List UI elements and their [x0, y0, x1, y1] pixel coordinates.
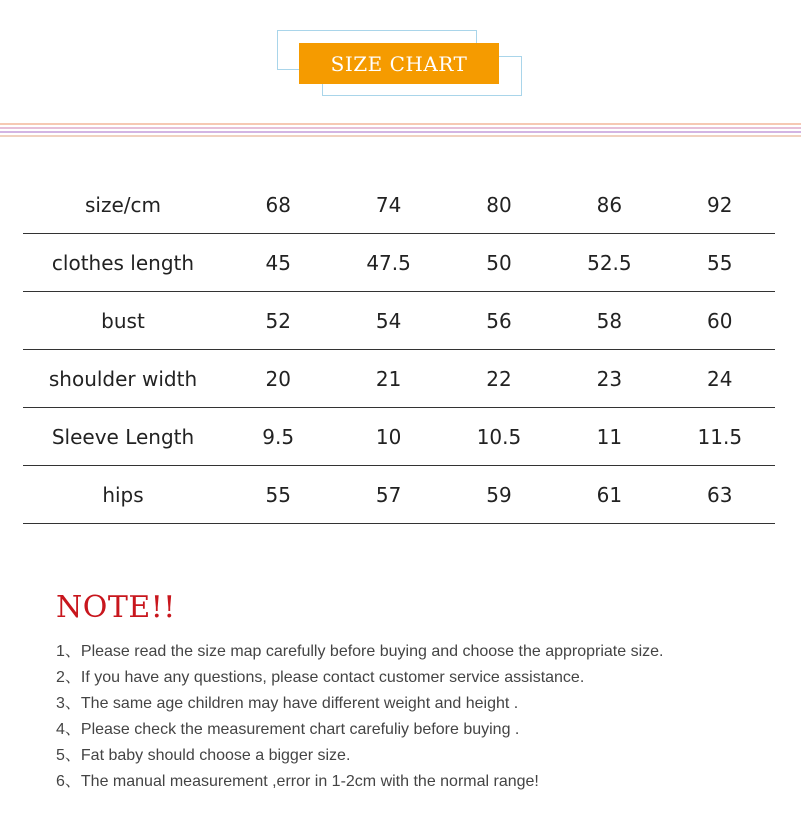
table-cell: 21	[333, 350, 443, 408]
table-cell: 59	[444, 466, 554, 524]
size-table	[23, 177, 775, 524]
stripe	[0, 131, 801, 133]
note-item: 3、The same age children may have different weight and height .	[56, 695, 519, 712]
note-item: 4、Please check the measurement chart carefuliy before buying .	[56, 721, 520, 738]
decorative-stripes	[0, 123, 801, 139]
row-label: Sleeve Length	[23, 408, 223, 466]
note-title: NOTE!!	[56, 590, 176, 625]
table-row	[23, 350, 775, 408]
table-cell: 52.5	[554, 234, 664, 292]
row-label: shoulder width	[23, 350, 223, 408]
table-cell: 10	[333, 408, 443, 466]
table-cell: 63	[665, 466, 775, 524]
table-cell: 24	[665, 350, 775, 408]
table-cell: 57	[333, 466, 443, 524]
header-size: 80	[444, 177, 554, 234]
table-cell: 11.5	[665, 408, 775, 466]
header-size: 74	[333, 177, 443, 234]
table-row	[23, 466, 775, 524]
row-label: bust	[23, 292, 223, 350]
table-cell: 55	[223, 466, 333, 524]
table-cell: 45	[223, 234, 333, 292]
table-header-row	[23, 177, 775, 234]
row-label: hips	[23, 466, 223, 524]
header-size: 68	[223, 177, 333, 234]
table-cell: 55	[665, 234, 775, 292]
table-cell: 54	[333, 292, 443, 350]
table-cell: 23	[554, 350, 664, 408]
note-item: 2、If you have any questions, please contact customer service assistance.	[56, 669, 585, 686]
header-label: size/cm	[23, 177, 223, 234]
header-size: 86	[554, 177, 664, 234]
table-row	[23, 292, 775, 350]
notes-list	[56, 642, 663, 798]
table-cell: 11	[554, 408, 664, 466]
note-item: 1、Please read the size map carefully before buying and choose the appropriate size.	[56, 643, 664, 660]
table-cell: 47.5	[333, 234, 443, 292]
table-cell: 58	[554, 292, 664, 350]
table-cell: 61	[554, 466, 664, 524]
note-item: 6、The manual measurement ,error in 1-2cm with the normal range!	[56, 773, 539, 790]
stripe	[0, 135, 801, 137]
table-cell: 56	[444, 292, 554, 350]
row-label: clothes length	[23, 234, 223, 292]
table-cell: 60	[665, 292, 775, 350]
table-cell: 22	[444, 350, 554, 408]
size-chart-banner	[299, 43, 499, 84]
header-size: 92	[665, 177, 775, 234]
table-cell: 52	[223, 292, 333, 350]
banner-title: SIZE CHART	[330, 51, 468, 76]
table-cell: 50	[444, 234, 554, 292]
table-cell: 10.5	[444, 408, 554, 466]
note-item: 5、Fat baby should choose a bigger size.	[56, 747, 351, 764]
table-cell: 9.5	[223, 408, 333, 466]
table-cell: 20	[223, 350, 333, 408]
table-row	[23, 408, 775, 466]
stripe	[0, 123, 801, 125]
stripe	[0, 127, 801, 129]
table-row	[23, 234, 775, 292]
